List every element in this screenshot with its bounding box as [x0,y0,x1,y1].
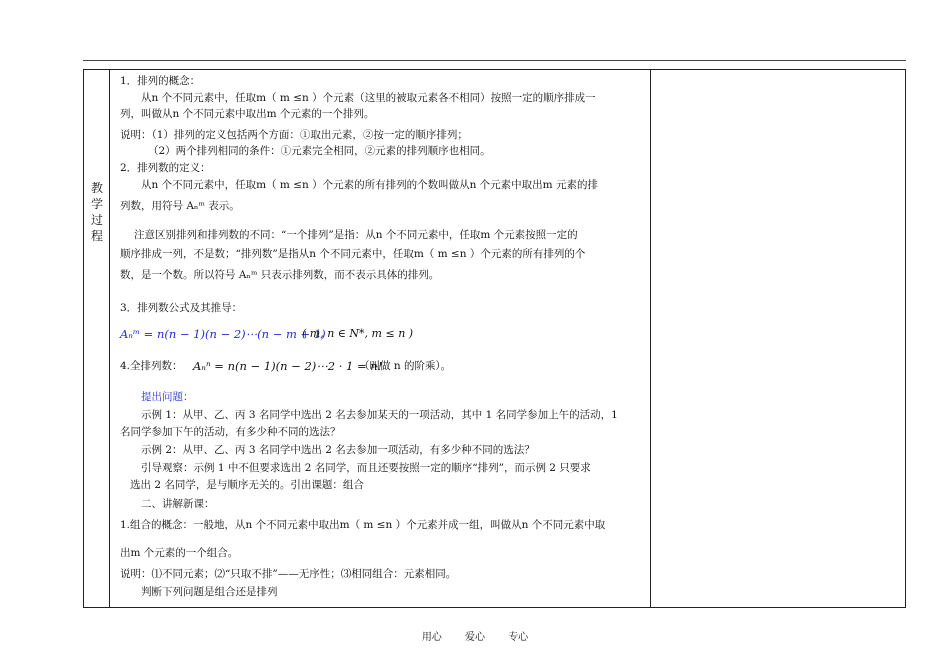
side-label-char: 过 [90,213,103,227]
text-line: 说明：⑴不同元素；⑵“只取不排”——无序性；⑶相同组合：元素相同。 [120,568,457,580]
footer-item: 用心 [421,632,442,643]
side-label-char: 教 [90,181,103,195]
header-rule [83,60,906,61]
section-title: 3．排列数公式及其推导： [120,302,243,314]
text-line: 说明：（1）排列的定义包括两个方面：①取出元素，②按一定的顺序排列； [120,129,468,141]
factorial-formula: Aₙⁿ = n(n − 1)(n − 2)⋯2 · 1 = n! [193,359,383,373]
table-left-column [84,70,110,607]
text-line: 从n 个不同元素中，任取m（ m ≤n ）个元素（这里的被取元素各不相同）按照一定的顺序排成一 [141,92,596,104]
section-title: 1．排列的概念： [120,75,201,87]
text-line: 选出 2 名同学，是与顺序无关的。引出课题：组合 [130,479,364,491]
side-label-char: 学 [90,197,103,211]
text-line: 从n 个不同元素中，任取m（ m ≤n ）个元素的所有排列的个数叫做从n 个元素中取出m 元素的排 [141,179,598,191]
section-title: 4.全排列数： [120,360,183,372]
page-footer [0,628,950,643]
section-title: 2．排列数的定义： [120,162,211,174]
text-line: 引导观察：示例 1 中不但要求选出 2 名同学，而且还要按照一定的顺序“排列”，而示例 2 只要求 [141,462,591,474]
text-line: 顺序排成一列，不是数；“排列数”是指从n 个不同元素中，任取m（ m ≤n ）个元素的所有排列的个 [120,248,586,260]
text-line: 出m 个元素的一个组合。 [120,547,239,559]
example-line: 名同学参加下午的活动，有多少种不同的选法？ [120,426,341,438]
text-line: （叫做 n 的阶乘）。 [359,360,452,372]
footer-item: 专心 [508,632,529,643]
text-line: 数，是一个数。所以符号 Aₙᵐ 只表示排列数，而不表示具体的排列。 [120,269,440,281]
text-line: 判断下列问题是组合还是排列 [141,586,278,598]
text-line: 列数，用符号 Aₙᵐ 表示。 [120,200,240,212]
section-title: 二、讲解新课： [141,498,215,510]
example-line: 示例 1：从甲、乙、丙 3 名同学中选出 2 名去参加某天的一项活动，其中 1 名同学参加上午的活动，1 [141,409,618,421]
footer-item: 爱心 [465,632,485,643]
formula-condition: ( m, n ∈ N*, m ≤ n ) [302,327,414,340]
permutation-formula: Aₙᵐ = n(n − 1)(n − 2)⋯(n − m + 1) [120,327,326,341]
text-line: 注意区别排列和排列数的不同：“一个排列”是指：从n 个不同元素中，任取m 个元素按照一定的 [134,229,578,241]
side-label-char: 程 [90,229,103,243]
text-line: 1.组合的概念：一般地，从n 个不同元素中取出m（ m ≤n ）个元素并成一组，叫做从n 个不同元素中取 [120,519,606,531]
prompt-heading: 提出问题： [141,391,194,403]
table-right-column [650,70,905,607]
side-label [88,180,106,244]
text-line: 列，叫做从n 个不同元素中取出m 个元素的一个排列。 [120,108,375,120]
example-line: 示例 2：从甲、乙、丙 3 名同学中选出 2 名去参加一项活动，有多少种不同的选法？ [141,444,535,456]
text-line: （2）两个排列相同的条件：①元素完全相同，②元素的排列顺序也相同。 [148,145,491,157]
